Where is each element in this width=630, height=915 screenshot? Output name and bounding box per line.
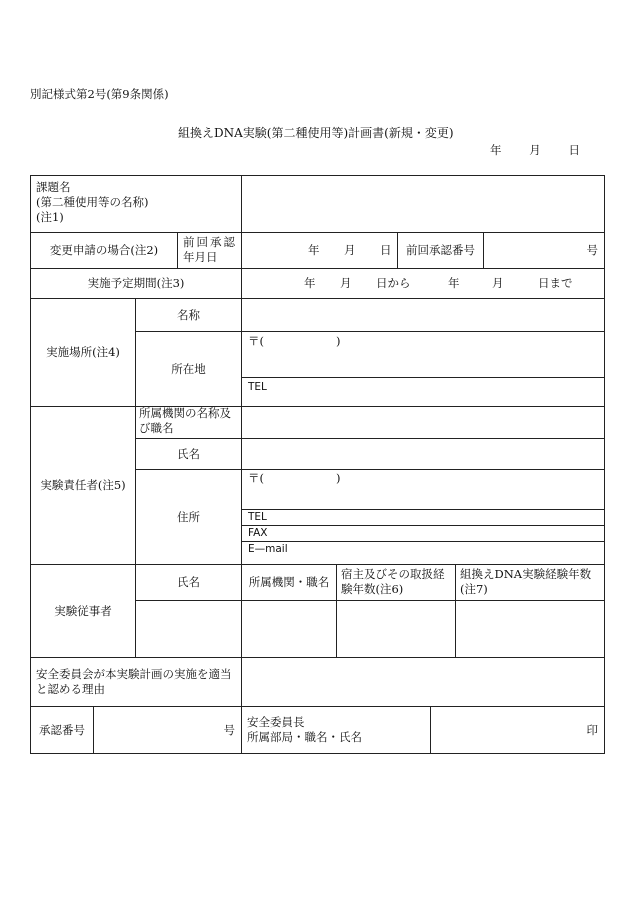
leader-name-field[interactable] xyxy=(242,439,604,469)
leader-fax-field[interactable]: FAX xyxy=(248,527,268,539)
header-day: 日 xyxy=(568,143,580,157)
place-label: 実施場所(注4) xyxy=(46,345,120,359)
reason-label: 安全委員会が本実験計画の実施を適当 と認める理由 xyxy=(36,667,232,696)
staff-host-experience-header: 宿主及びその取扱経 験年数(注6) xyxy=(341,567,445,596)
place-address-field[interactable]: 〒( ) xyxy=(248,334,341,348)
safety-chair-seal-field[interactable] xyxy=(431,707,604,753)
leader-address-label: 住所 xyxy=(177,509,200,524)
project-title-field[interactable] xyxy=(242,176,604,232)
period-field[interactable]: 年 月 日から 年 月 日まで xyxy=(304,276,573,290)
staff-dna-experience-field[interactable] xyxy=(456,601,604,657)
staff-affiliation-header: 所属機関・職名 xyxy=(248,575,330,589)
previous-approval-number-field[interactable]: 号 xyxy=(586,243,598,257)
staff-name-header: 氏名 xyxy=(177,575,200,589)
leader-address-field[interactable]: 〒( ) xyxy=(248,471,341,485)
project-title-label: 課題名 (第二種使用等の名称) (注1) xyxy=(36,180,149,224)
approval-number-label: 承認番号 xyxy=(39,722,85,737)
leader-email-field[interactable]: E—mail xyxy=(248,543,288,555)
staff-dna-experience-header: 組換えDNA実験経験年数 (注7) xyxy=(460,567,592,596)
staff-label: 実験従事者 xyxy=(54,603,112,618)
previous-approval-number-label: 前回承認番号 xyxy=(406,243,475,257)
leader-tel-field[interactable]: TEL xyxy=(248,511,267,523)
place-address-label: 所在地 xyxy=(171,361,206,376)
staff-name-field[interactable] xyxy=(136,601,241,657)
header-year: 年 xyxy=(490,143,502,157)
change-application-label: 変更申請の場合(注2) xyxy=(49,243,159,257)
form-reference: 別記様式第2号(第9条関係) xyxy=(30,87,169,101)
period-label: 実施予定期間(注3) xyxy=(87,276,185,290)
place-name-field[interactable] xyxy=(242,299,604,331)
reason-field[interactable] xyxy=(242,658,604,706)
leader-label: 実験責任者(注5) xyxy=(40,478,126,492)
seal-mark: 印 xyxy=(586,723,598,737)
form-title: 組換えDNA実験(第二種使用等)計画書(新規・変更) xyxy=(178,126,454,140)
leader-name-label: 氏名 xyxy=(177,446,200,461)
header-month: 月 xyxy=(529,143,541,157)
previous-approval-date-field[interactable]: 年 月 日 xyxy=(308,243,392,257)
staff-affiliation-field[interactable] xyxy=(242,601,336,657)
leader-affiliation-label: 所属機関の名称及 び職名 xyxy=(139,406,231,435)
place-name-label: 名称 xyxy=(177,307,200,322)
approval-number-field[interactable]: 号 xyxy=(223,723,235,737)
header-date xyxy=(490,142,580,158)
place-tel-field[interactable]: TEL xyxy=(248,381,267,393)
staff-host-experience-field[interactable] xyxy=(337,601,455,657)
leader-affiliation-field[interactable] xyxy=(242,407,604,438)
previous-approval-date-label: 前回承認 年月日 xyxy=(183,235,237,264)
safety-chair-label: 安全委員長 所属部局・職名・氏名 xyxy=(247,715,362,744)
